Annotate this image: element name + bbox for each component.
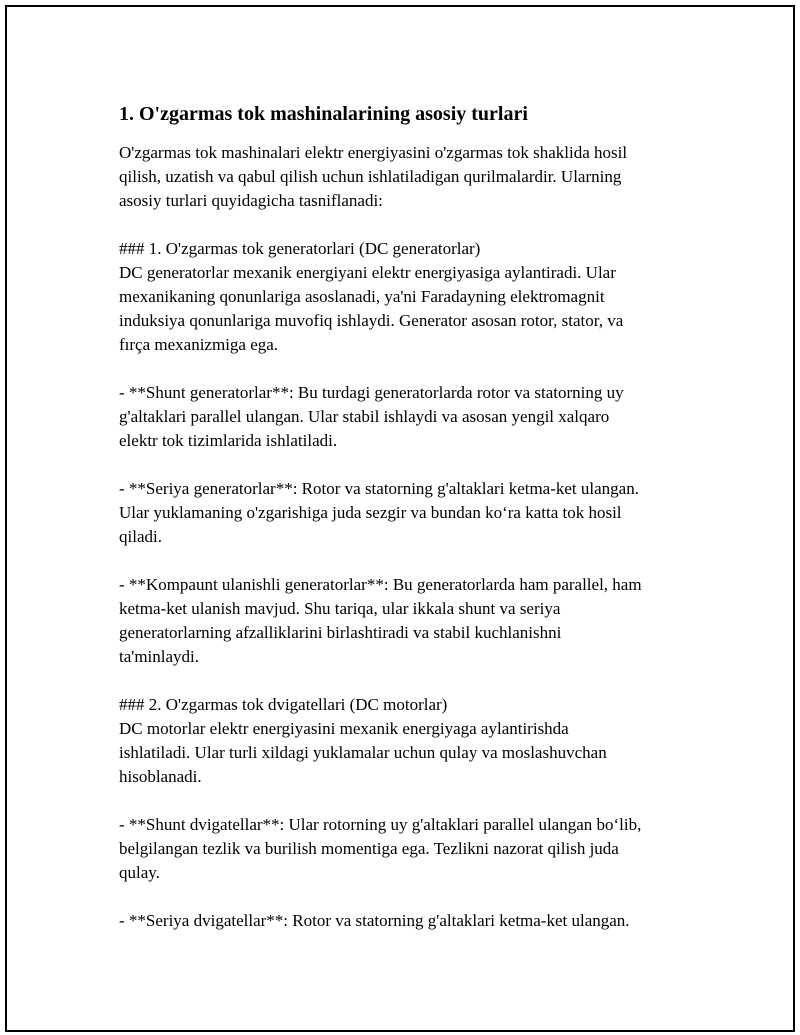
- document-text: O'zgarmas tok mashinalari elektr energiyasini o'zgarmas tok shaklida hosil qilish, uzatish va qabul qilish uchun ishlatiladigan qurilmalardir. Ularning asosiy turlari quyidagicha tasniflanadi: ### 1. O'zgarmas tok generatorlari (DC generatorlar) DC generatorlar mexanik energiyani elektr energiyasiga aylantiradi. Ular mexanikaning qonunlariga asoslanadi, ya'ni Faradayning elektromagnit induksiya qonunlariga muvofiq ishlaydi. Generator asosan rotor, stator, va fırça mexanizmiga ega. - **Shunt generatorlar**: Bu turdagi generatorlarda rotor va statorning uy g'altaklari parallel ulangan. Ular stabil ishlaydi va asosan yengil xalqaro elektr tok tizimlarida ishlatiladi. - **Seriya generatorlar**: Rotor va statorning g'altaklari ketma-ket ulangan. Ular yuklamaning o'zgarishiga juda sezgir va bundan ko‘ra katta tok hosil qiladi. - **Kompaunt ulanishli generatorlar**: Bu generatorlarda ham parallel, ham ketma-ket ulanish mavjud. Shu tariqa, ular ikkala shunt va seriya generatorlarning afzalliklarini birlashtiradi va stabil kuchlanishni ta'minlaydi. ### 2. O'zgarmas tok dvigatellari (DC motorlar) DC motorlar elektr energiyasini mexanik energiyaga aylantirishda ishlatiladi. Ular turli xildagi yuklamalar uchun qulay va moslashuvchan hisoblanadi. - **Shunt dvigatellar**: Ular rotorning uy g'altaklari parallel ulangan bo‘lib, belgilangan tezlik va burilish momentiga ega. Tezlikni nazorat qilish juda qulay. - **Seriya dvigatellar**: Rotor va statorning g'altaklari ketma-ket ulangan.: [119, 143, 642, 930]
- page-frame: [5, 5, 795, 1032]
- document-title: 1. O'zgarmas tok mashinalarining asosiy turlari: [119, 103, 528, 125]
- document-body: [119, 101, 699, 933]
